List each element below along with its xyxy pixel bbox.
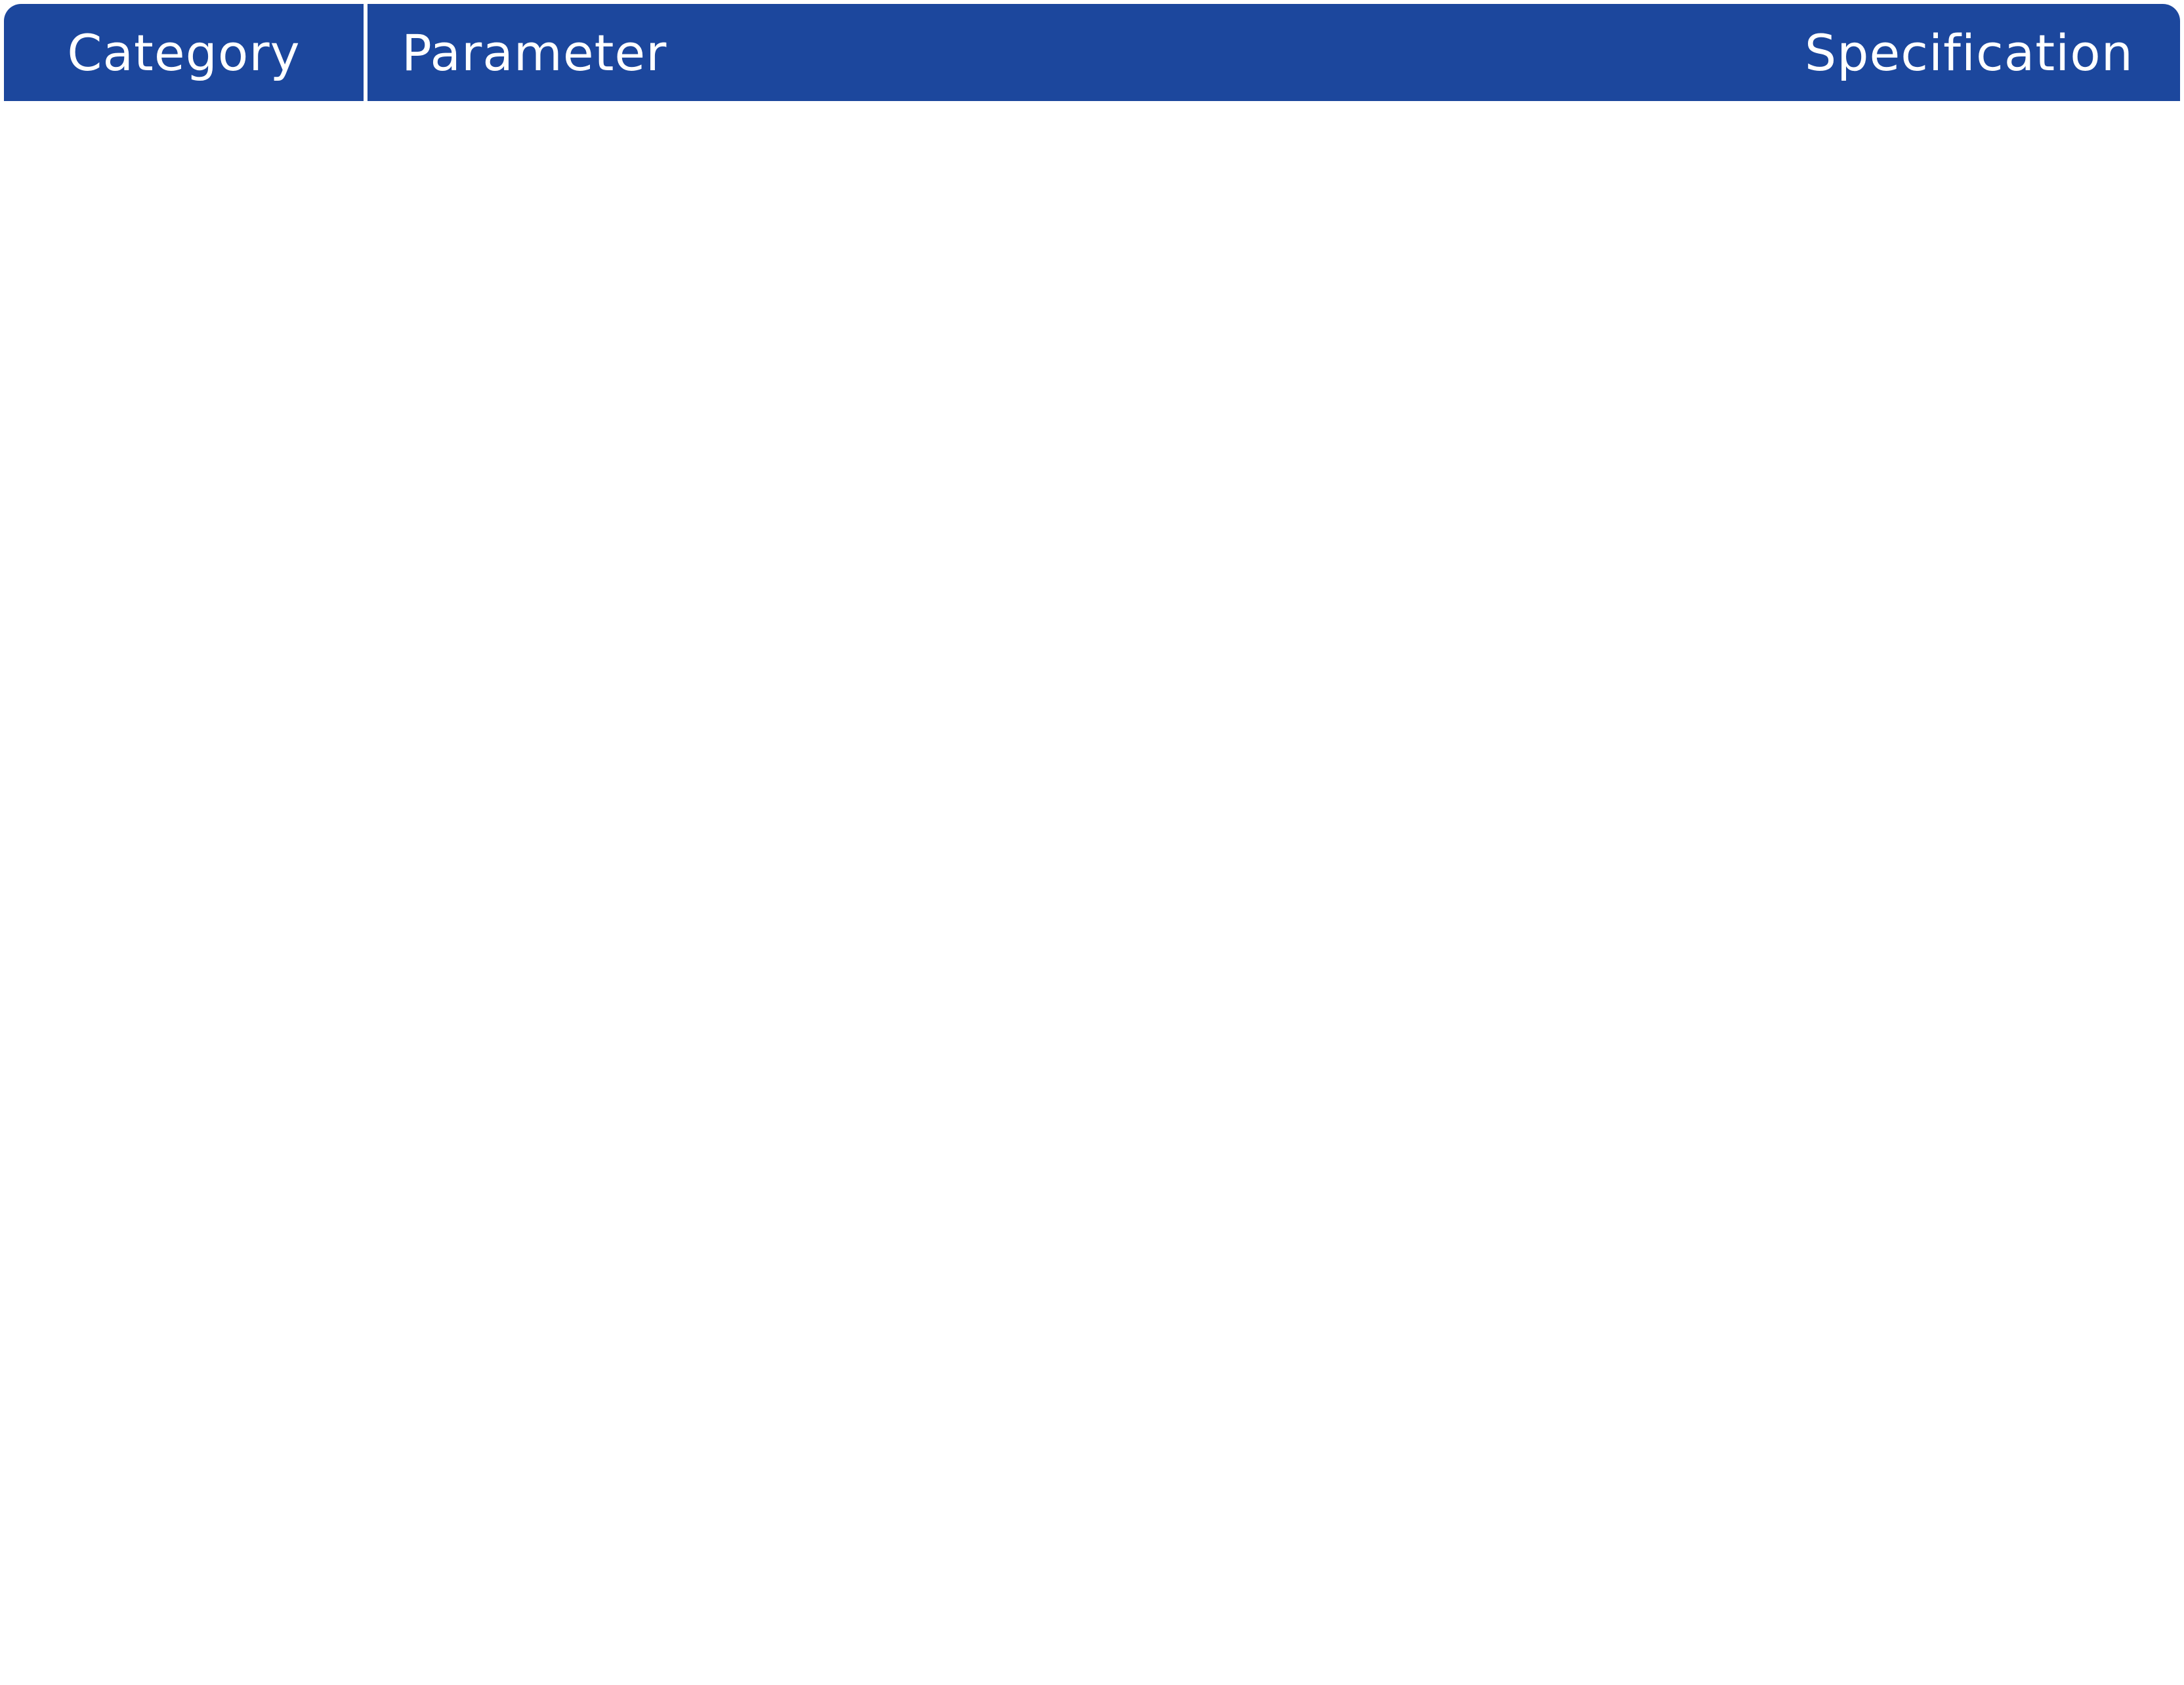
column-header-specification-label: Specification: [1805, 23, 2133, 82]
table-header: [4, 4, 2180, 101]
spec-table: [4, 4, 2180, 101]
column-header-parameter: Parameter: [368, 4, 1024, 101]
column-header-category: Category: [4, 4, 364, 101]
column-header-specification: [1024, 4, 2180, 101]
header-row: [4, 4, 2180, 101]
